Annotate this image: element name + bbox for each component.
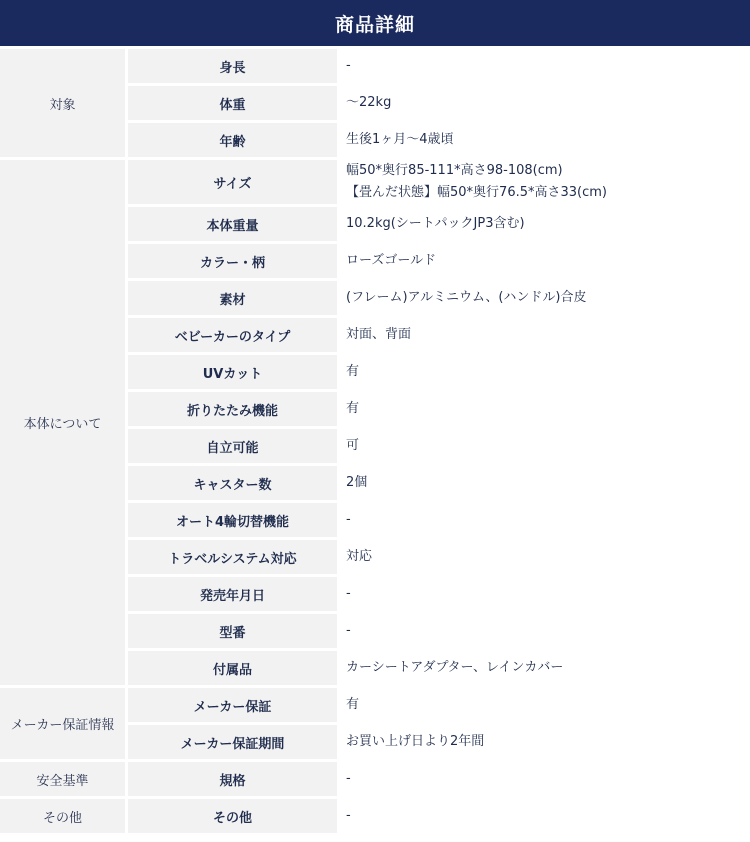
row-value: お買い上げ日より2年間 <box>340 725 750 759</box>
row-value: - <box>340 49 750 83</box>
table-row <box>128 49 750 83</box>
row-value: 可 <box>340 429 750 463</box>
table-row <box>128 86 750 120</box>
table-row <box>128 160 750 204</box>
row-value: - <box>340 614 750 648</box>
row-label: トラベルシステム対応 <box>128 540 337 574</box>
table-row <box>128 429 750 463</box>
category-label: 対象 <box>0 49 125 157</box>
row-value: - <box>340 577 750 611</box>
row-value: 生後1ヶ月～4歳頃 <box>340 123 750 157</box>
group-safety <box>0 762 750 796</box>
row-label: 自立可能 <box>128 429 337 463</box>
row-label: メーカー保証 <box>128 688 337 722</box>
table-row <box>128 762 750 796</box>
table-row <box>128 318 750 352</box>
table-row <box>128 244 750 278</box>
row-value: 有 <box>340 688 750 722</box>
row-value: ～22kg <box>340 86 750 120</box>
table-row <box>128 651 750 685</box>
category-label: 安全基準 <box>0 762 125 796</box>
table-row <box>128 577 750 611</box>
category-label: 本体について <box>0 160 125 685</box>
table-row <box>128 207 750 241</box>
table-row <box>128 799 750 833</box>
row-label: キャスター数 <box>128 466 337 500</box>
row-label: オート4輪切替機能 <box>128 503 337 537</box>
page-header <box>0 0 750 46</box>
row-value: (フレーム)アルミニウム、(ハンドル)合皮 <box>340 281 750 315</box>
category-label: その他 <box>0 799 125 833</box>
row-label: メーカー保証期間 <box>128 725 337 759</box>
row-value <box>340 160 750 204</box>
row-value: ローズゴールド <box>340 244 750 278</box>
row-label: 素材 <box>128 281 337 315</box>
group-other <box>0 799 750 833</box>
row-label: 身長 <box>128 49 337 83</box>
row-value-line: 幅50*奥行85-111*高さ98-108(cm) <box>346 163 563 178</box>
row-value: 対面、背面 <box>340 318 750 352</box>
row-label: 体重 <box>128 86 337 120</box>
table-row <box>128 688 750 722</box>
table-row <box>128 503 750 537</box>
table-row <box>128 614 750 648</box>
category-label: メーカー保証情報 <box>0 688 125 759</box>
row-label: UVカット <box>128 355 337 389</box>
row-label: 本体重量 <box>128 207 337 241</box>
table-row <box>128 725 750 759</box>
group-body <box>0 160 750 685</box>
row-label: その他 <box>128 799 337 833</box>
product-details-table <box>0 46 750 833</box>
row-value: - <box>340 503 750 537</box>
row-value: カーシートアダプター、レインカバー <box>340 651 750 685</box>
table-row <box>128 123 750 157</box>
row-label: 年齢 <box>128 123 337 157</box>
table-row <box>128 281 750 315</box>
row-value-line: 【畳んだ状態】幅50*奥行76.5*高さ33(cm) <box>346 185 607 200</box>
row-label: ベビーカーのタイプ <box>128 318 337 352</box>
table-row <box>128 355 750 389</box>
row-value: 有 <box>340 392 750 426</box>
group-warranty <box>0 688 750 759</box>
group-target <box>0 49 750 157</box>
row-label: 折りたたみ機能 <box>128 392 337 426</box>
row-value: 10.2kg(シートパックJP3含む) <box>340 207 750 241</box>
row-label: カラー・柄 <box>128 244 337 278</box>
table-row <box>128 540 750 574</box>
row-value: - <box>340 799 750 833</box>
row-value: 2個 <box>340 466 750 500</box>
row-value: 有 <box>340 355 750 389</box>
table-row <box>128 392 750 426</box>
row-label: 発売年月日 <box>128 577 337 611</box>
page-title: 商品詳細 <box>334 13 415 36</box>
row-value: - <box>340 762 750 796</box>
row-value: 対応 <box>340 540 750 574</box>
row-label: 規格 <box>128 762 337 796</box>
row-label: 付属品 <box>128 651 337 685</box>
row-label: 型番 <box>128 614 337 648</box>
table-row <box>128 466 750 500</box>
row-label: サイズ <box>128 160 337 204</box>
